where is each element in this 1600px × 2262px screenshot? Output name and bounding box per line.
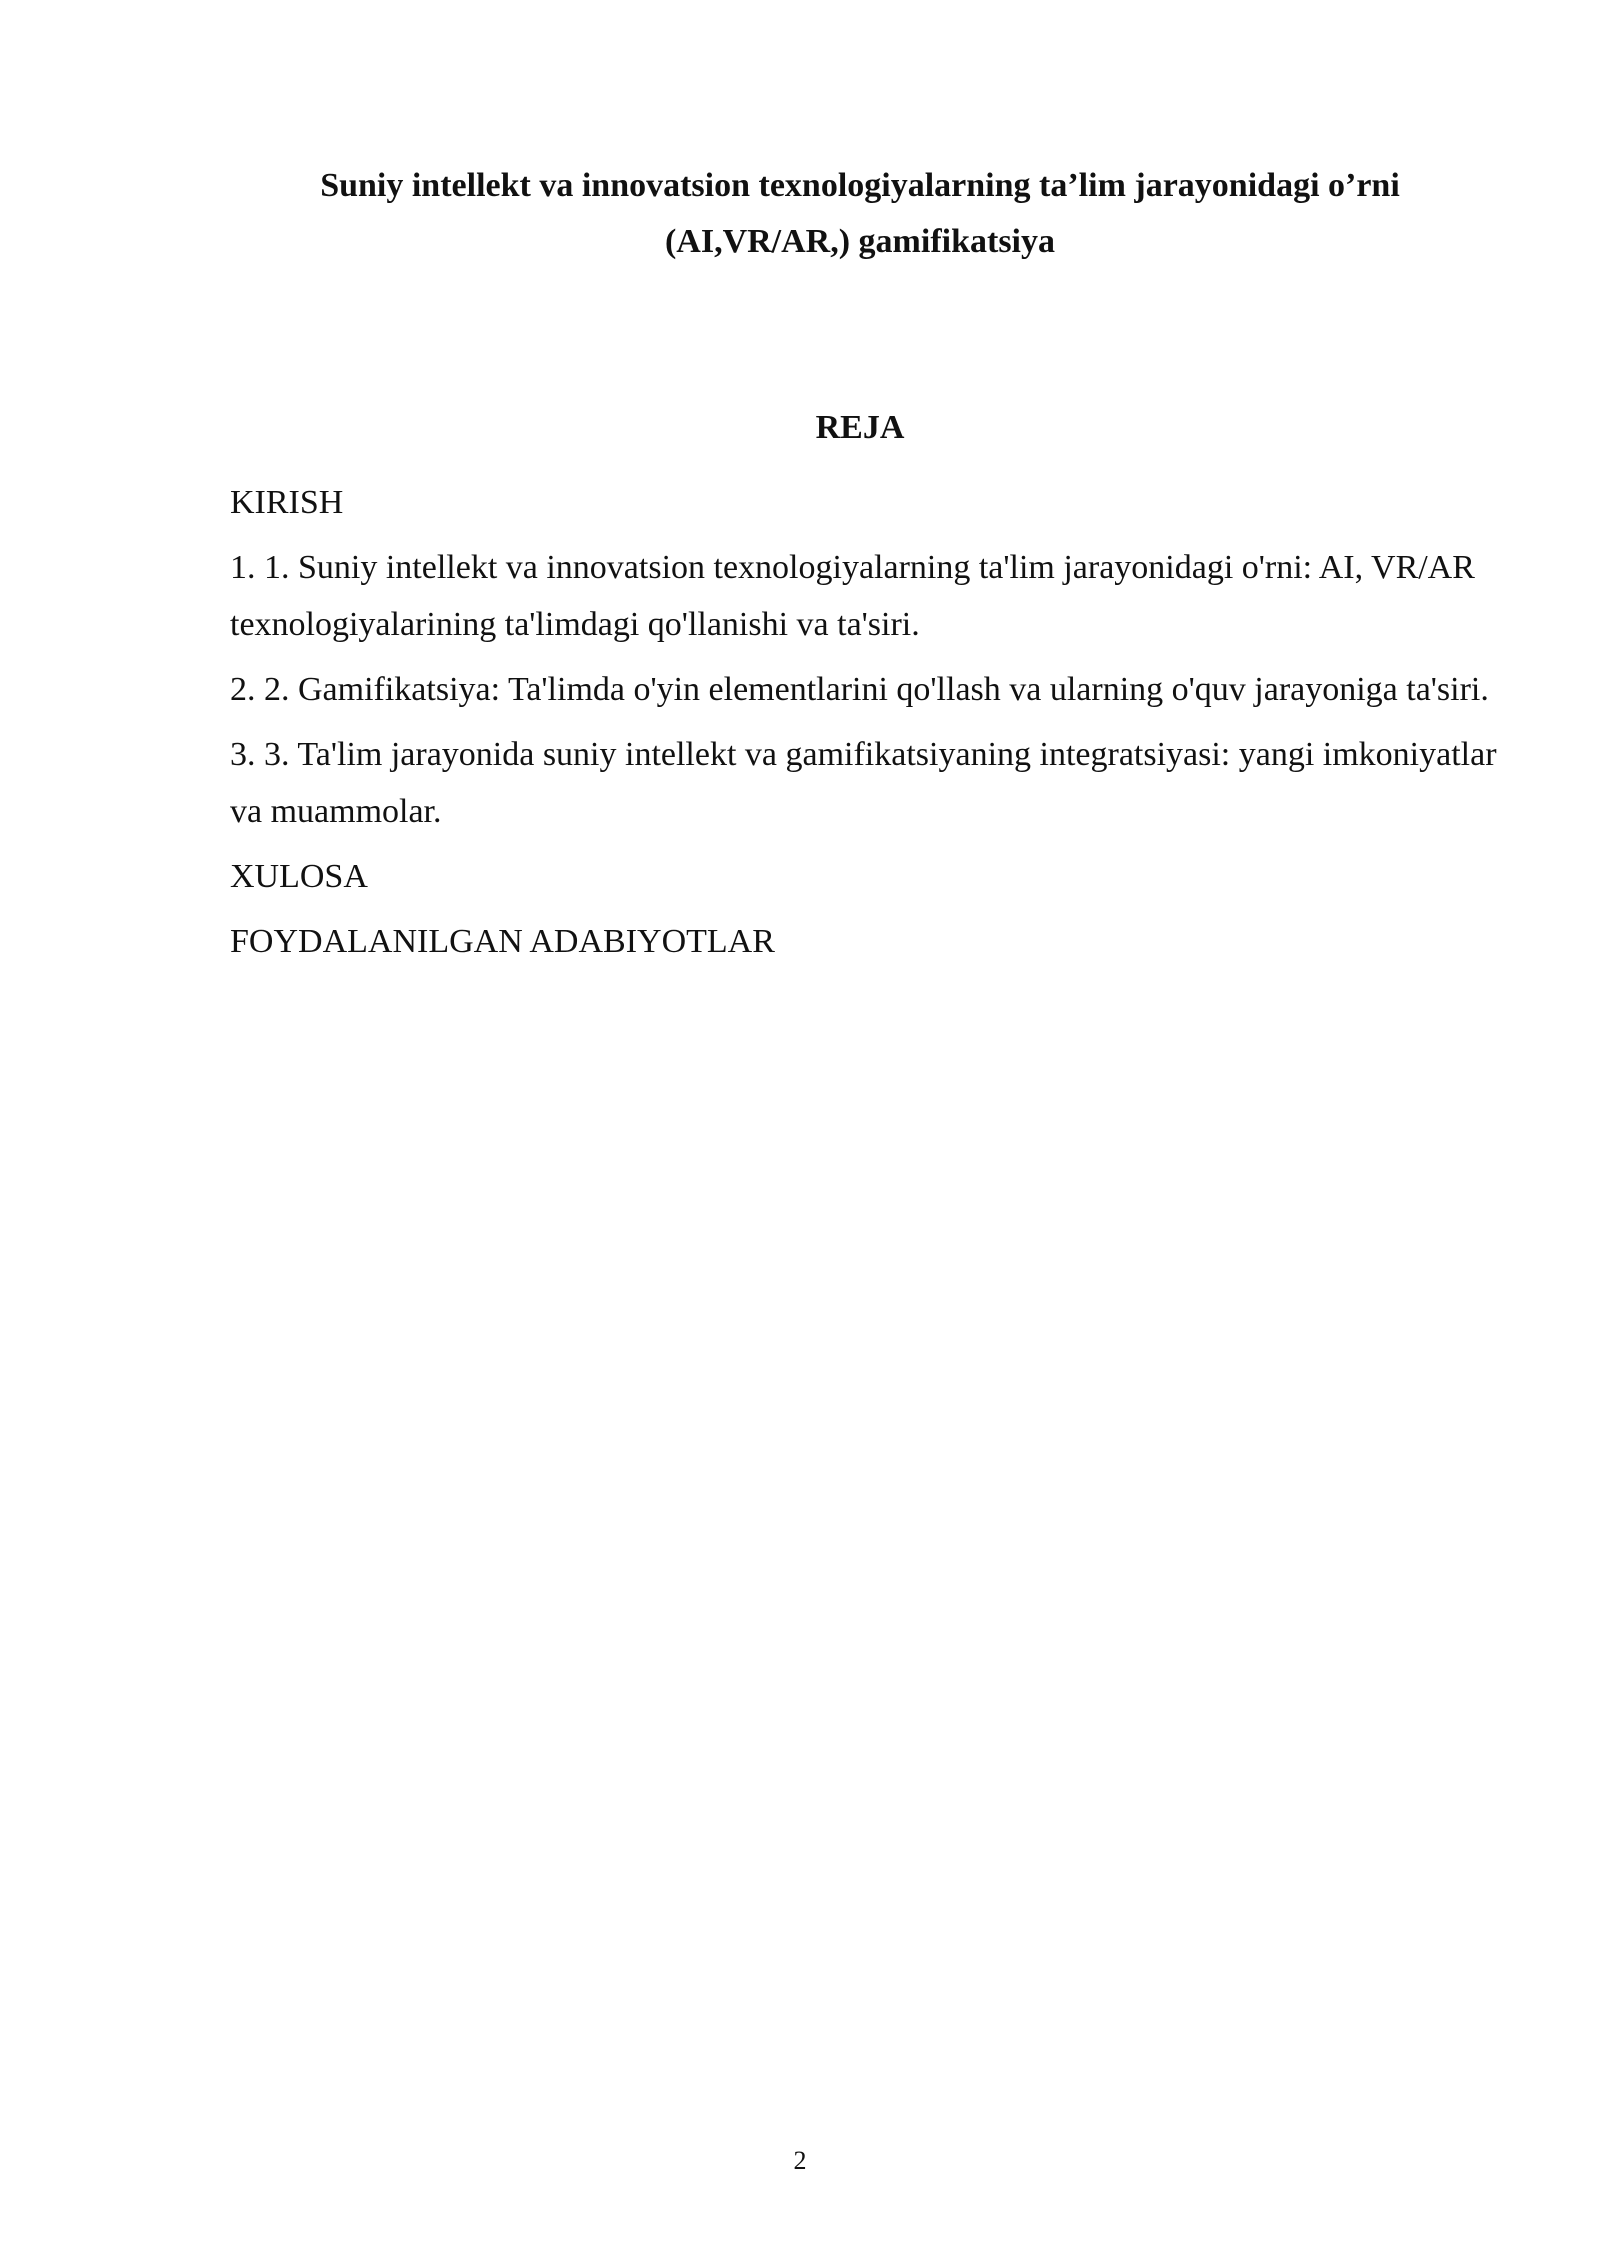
plan-item-references: FOYDALANILGAN ADABIYOTLAR [230, 923, 775, 960]
plan-heading: REJA [815, 409, 905, 446]
title-line-1: Suniy intellekt va innovatsion texnologiyalarning ta’lim jarayonidagi o’rni [320, 167, 1400, 204]
plan-item-conclusion: XULOSA [230, 858, 368, 895]
plan-item-3: 3. 3. Ta'lim jarayonida suniy intellekt va gamifikatsiyaning integratsiyasi: yangi imkoniyatlar va muammolar. [230, 736, 1497, 830]
plan-list [230, 474, 1500, 978]
plan-item-1: 1. 1. Suniy intellekt va innovatsion texnologiyalarning ta'lim jarayonidagi o'rni: AI, VR/AR texnologiyalarining ta'limdagi qo'llanishi va ta'siri. [230, 549, 1475, 643]
plan-item-2: 2. 2. Gamifikatsiya: Ta'limda o'yin elementlarini qo'llash va ularning o'quv jarayoniga ta'siri. [230, 671, 1489, 708]
title-line-2: (AI,VR/AR,) gamifikatsiya [664, 223, 1056, 260]
page-number: 2 [793, 2146, 807, 2175]
plan-item-introduction: KIRISH [230, 484, 344, 521]
document-title [230, 158, 1490, 270]
